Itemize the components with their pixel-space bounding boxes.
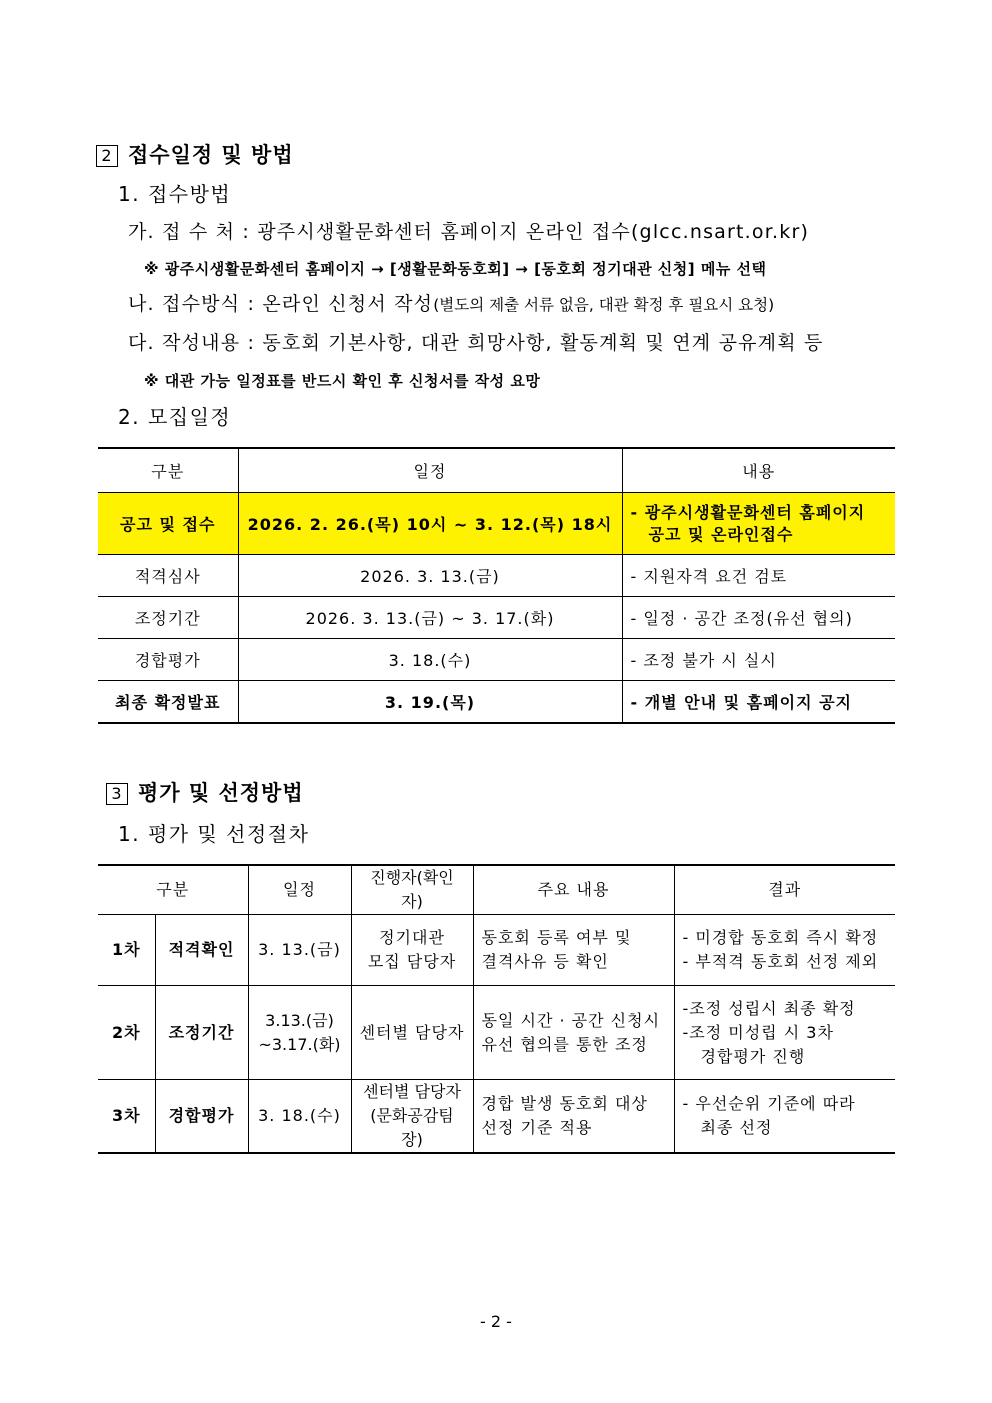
row-schedule: 2026. 2. 26.(목) 10시 ~ 3. 12.(목) 18시 xyxy=(238,493,622,555)
table-row xyxy=(98,681,895,724)
stage-label: 1차 xyxy=(98,915,155,986)
stage-date-line1: 3. 18.(수) xyxy=(258,1106,341,1125)
line-na xyxy=(128,289,774,316)
section-number-box: 3 xyxy=(106,783,128,805)
subheading-procedure: 1. 평가 및 선정절차 xyxy=(118,822,310,846)
row-category: 공고 및 접수 xyxy=(98,493,238,555)
stage-result-line2: 최종 선정 xyxy=(700,1118,773,1137)
row-category: 적격심사 xyxy=(98,555,238,597)
row-schedule: 2026. 3. 13.(금) ~ 3. 17.(화) xyxy=(238,597,622,639)
stage-date xyxy=(248,1080,351,1154)
stage-person xyxy=(351,915,473,986)
stage-date-line1: 3.13.(금) xyxy=(265,1010,334,1030)
stage-name: 적격확인 xyxy=(155,915,248,986)
stage-content xyxy=(473,915,674,986)
subheading-method: 1. 접수방법 xyxy=(118,182,232,206)
header-category: 구분 xyxy=(98,865,248,915)
header-main-content: 주요 내용 xyxy=(473,865,674,915)
table-row xyxy=(98,597,895,639)
stage-person xyxy=(351,986,473,1080)
stage-content xyxy=(473,986,674,1080)
row-schedule: 3. 18.(수) xyxy=(238,639,622,681)
line-da: 다. 작성내용 : 동호회 기본사항, 대관 희망사항, 활동계획 및 연계 공유계획 등 xyxy=(128,332,824,354)
stage-name: 경합평가 xyxy=(155,1080,248,1154)
stage-content-line2: 유선 협의를 통한 조정 xyxy=(481,1034,648,1054)
header-person: 진행자(확인자) xyxy=(351,865,473,915)
line-na-small: (별도의 제출 서류 없음, 대관 확정 후 필요시 요청) xyxy=(433,296,775,314)
stage-label: 3차 xyxy=(98,1080,155,1154)
stage-result-line2: -조정 미성립 시 3차 xyxy=(682,1022,834,1042)
stage-content-line1: 동호회 등록 여부 및 xyxy=(481,928,632,947)
stage-person-line2: (문화공감팀장) xyxy=(370,1106,454,1149)
stage-label: 2차 xyxy=(98,986,155,1080)
stage-person-line1: 정기대관 xyxy=(379,928,445,947)
stage-result-line1: - 우선순위 기준에 따라 xyxy=(682,1094,856,1113)
stage-content-line1: 경합 발생 동호회 대상 xyxy=(481,1094,648,1113)
stage-name: 조정기간 xyxy=(155,986,248,1080)
row-category: 조정기간 xyxy=(98,597,238,639)
table-row xyxy=(98,915,895,986)
section-title: 평가 및 선정방법 xyxy=(138,781,304,805)
row-content: - 개별 안내 및 홈페이지 공지 xyxy=(622,681,895,724)
stage-date-line1: 3. 13.(금) xyxy=(258,940,341,959)
stage-result xyxy=(674,1080,895,1154)
stage-result-line1: - 미경합 동호회 즉시 확정 xyxy=(682,928,879,947)
row-schedule: 3. 19.(목) xyxy=(238,681,622,724)
header-schedule: 일정 xyxy=(238,448,622,493)
section-number-box: 2 xyxy=(96,145,118,167)
row-schedule: 2026. 3. 13.(금) xyxy=(238,555,622,597)
table-row xyxy=(98,639,895,681)
header-content: 내용 xyxy=(622,448,895,493)
row-content: - 조정 불가 시 실시 xyxy=(622,639,895,681)
line-na-main: 나. 접수방식 : 온라인 신청서 작성 xyxy=(128,293,434,315)
stage-content-line2: 선정 기준 적용 xyxy=(481,1118,593,1137)
header-date: 일정 xyxy=(248,865,351,915)
table-row xyxy=(98,555,895,597)
row-content xyxy=(622,493,895,555)
page-number: - 2 - xyxy=(480,1312,512,1331)
note-menu-path: ※ 광주시생활문화센터 홈페이지 → [생활문화동호회] → [동호회 정기대관 신청] 메뉴 선택 xyxy=(144,260,767,278)
stage-result xyxy=(674,986,895,1080)
row-category: 최종 확정발표 xyxy=(98,681,238,724)
table-row xyxy=(98,1080,895,1154)
section-3-heading xyxy=(106,777,304,807)
section-2-heading xyxy=(96,139,294,169)
stage-date xyxy=(248,915,351,986)
stage-result xyxy=(674,915,895,986)
row-category: 경합평가 xyxy=(98,639,238,681)
table-row xyxy=(98,986,895,1080)
stage-person xyxy=(351,1080,473,1154)
stage-person-line1: 센터별 담당자 xyxy=(363,1082,461,1101)
table-header-row xyxy=(98,865,895,915)
table-header-row xyxy=(98,448,895,493)
table-row xyxy=(98,493,895,555)
stage-result-line3: 경합평가 진행 xyxy=(700,1046,806,1066)
stage-content xyxy=(473,1080,674,1154)
stage-result-line1: -조정 성립시 최종 확정 xyxy=(682,998,856,1018)
note-schedule: ※ 대관 가능 일정표를 반드시 확인 후 신청서를 작성 요망 xyxy=(144,372,541,390)
stage-date-line2: ~3.17.(화) xyxy=(258,1034,341,1054)
stage-person-line2: 모집 담당자 xyxy=(367,952,457,971)
selection-procedure-table xyxy=(98,864,895,1154)
row-content: - 지원자격 요건 검토 xyxy=(622,555,895,597)
section-title: 접수일정 및 방법 xyxy=(128,143,294,167)
recruitment-schedule-table xyxy=(98,447,895,724)
subheading-schedule: 2. 모집일정 xyxy=(118,405,232,429)
stage-content-line1: 동일 시간 · 공간 신청시 xyxy=(481,1010,661,1030)
row-content: - 일정 · 공간 조정(유선 협의) xyxy=(622,597,895,639)
stage-content-line2: 결격사유 등 확인 xyxy=(481,952,609,971)
stage-person-line1: 센터별 담당자 xyxy=(359,1022,465,1042)
row-content-line1: - 광주시생활문화센터 홈페이지 xyxy=(630,502,866,522)
header-result: 결과 xyxy=(674,865,895,915)
line-ga: 가. 접 수 처 : 광주시생활문화센터 홈페이지 온라인 접수(glcc.nsart.or.kr) xyxy=(128,221,810,243)
row-content-line2: 공고 및 온라인접수 xyxy=(648,524,794,544)
stage-date xyxy=(248,986,351,1080)
stage-result-line2: - 부적격 동호회 선정 제외 xyxy=(682,952,879,971)
header-category: 구분 xyxy=(98,448,238,493)
